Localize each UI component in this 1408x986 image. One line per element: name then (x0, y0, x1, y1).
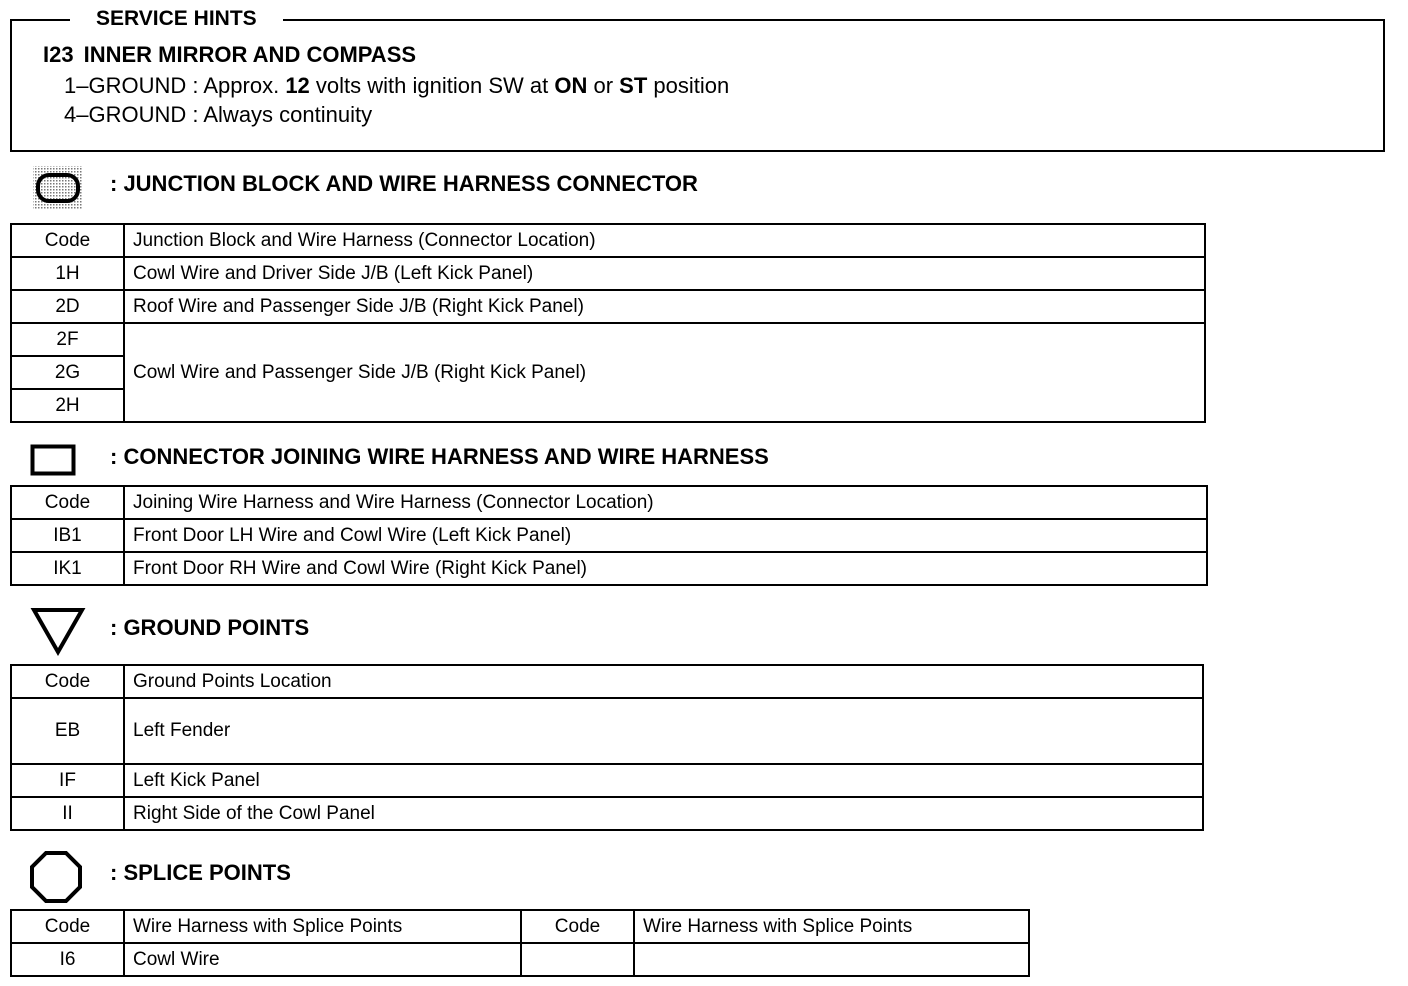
row-code: 2G (11, 356, 124, 389)
header-code: Code (521, 910, 634, 943)
table-row (11, 764, 1203, 797)
table-row (11, 519, 1207, 552)
header-description: Wire Harness with Splice Points (634, 910, 1029, 943)
row-description: Cowl Wire (124, 943, 521, 976)
row-code: I6 (11, 943, 124, 976)
table-row (11, 323, 1205, 356)
row-description: Right Side of the Cowl Panel (124, 797, 1203, 830)
row-description (634, 943, 1029, 976)
table-row (11, 290, 1205, 323)
splice-octagon-icon (29, 850, 83, 904)
row-code: IF (11, 764, 124, 797)
row-code: 2D (11, 290, 124, 323)
table-header-row (11, 910, 1029, 943)
ground-table (10, 664, 1204, 831)
table-row (11, 943, 1029, 976)
table-header-row (11, 224, 1205, 257)
row-code: II (11, 797, 124, 830)
ground-section-title: : GROUND POINTS (110, 615, 310, 640)
component-name: INNER MIRROR AND COMPASS (83, 42, 417, 67)
hint-1-suffix: position (647, 73, 730, 98)
table-header-row (11, 486, 1207, 519)
row-description: Front Door LH Wire and Cowl Wire (Left Kick Panel) (124, 519, 1207, 552)
row-description: Front Door RH Wire and Cowl Wire (Right Kick Panel) (124, 552, 1207, 585)
splice-section-title: : SPLICE POINTS (110, 860, 291, 885)
row-code: 2F (11, 323, 124, 356)
header-code: Code (11, 665, 124, 698)
table-row (11, 552, 1207, 585)
connector-table (10, 485, 1208, 586)
header-description: Wire Harness with Splice Points (124, 910, 521, 943)
junction-section-title: : JUNCTION BLOCK AND WIRE HARNESS CONNECTOR (110, 171, 698, 196)
row-code: IK1 (11, 552, 124, 585)
row-description: Cowl Wire and Passenger Side J/B (Right Kick Panel) (124, 323, 1205, 422)
ground-triangle-icon (30, 606, 86, 656)
header-description: Ground Points Location (124, 665, 1203, 698)
row-code: IB1 (11, 519, 124, 552)
header-code: Code (11, 486, 124, 519)
connector-square-icon (30, 444, 76, 476)
row-description: Cowl Wire and Driver Side J/B (Left Kick Panel) (124, 257, 1205, 290)
hint-1-volts: 12 (285, 73, 310, 98)
connector-section-title: : CONNECTOR JOINING WIRE HARNESS AND WIRE HARNESS (110, 444, 769, 469)
row-description: Roof Wire and Passenger Side J/B (Right Kick Panel) (124, 290, 1205, 323)
header-code: Code (11, 224, 124, 257)
hint-line-2: 4–GROUND : Always continuity (64, 102, 373, 127)
junction-table (10, 223, 1206, 423)
splice-table (10, 909, 1030, 977)
hint-1-mid2: or (587, 73, 620, 98)
row-description: Left Fender (124, 698, 1203, 764)
component-code: I23 (43, 42, 74, 67)
junction-block-icon (32, 165, 84, 211)
hint-1-st: ST (619, 73, 648, 98)
header-description: Joining Wire Harness and Wire Harness (Connector Location) (124, 486, 1207, 519)
hint-1-prefix: 1–GROUND : Approx. (64, 73, 286, 98)
row-code (521, 943, 634, 976)
header-code: Code (11, 910, 124, 943)
table-row (11, 698, 1203, 764)
row-code: 1H (11, 257, 124, 290)
table-row (11, 797, 1203, 830)
table-row (11, 257, 1205, 290)
service-hints-title: SERVICE HINTS (70, 6, 283, 32)
row-description: Left Kick Panel (124, 764, 1203, 797)
row-code: EB (11, 698, 124, 764)
header-description: Junction Block and Wire Harness (Connector Location) (124, 224, 1205, 257)
row-code: 2H (11, 389, 124, 422)
table-header-row (11, 665, 1203, 698)
hint-line-1 (64, 73, 729, 99)
component-heading (43, 42, 416, 68)
hint-1-on: ON (554, 73, 588, 98)
hint-1-mid1: volts with ignition SW at (309, 73, 555, 98)
